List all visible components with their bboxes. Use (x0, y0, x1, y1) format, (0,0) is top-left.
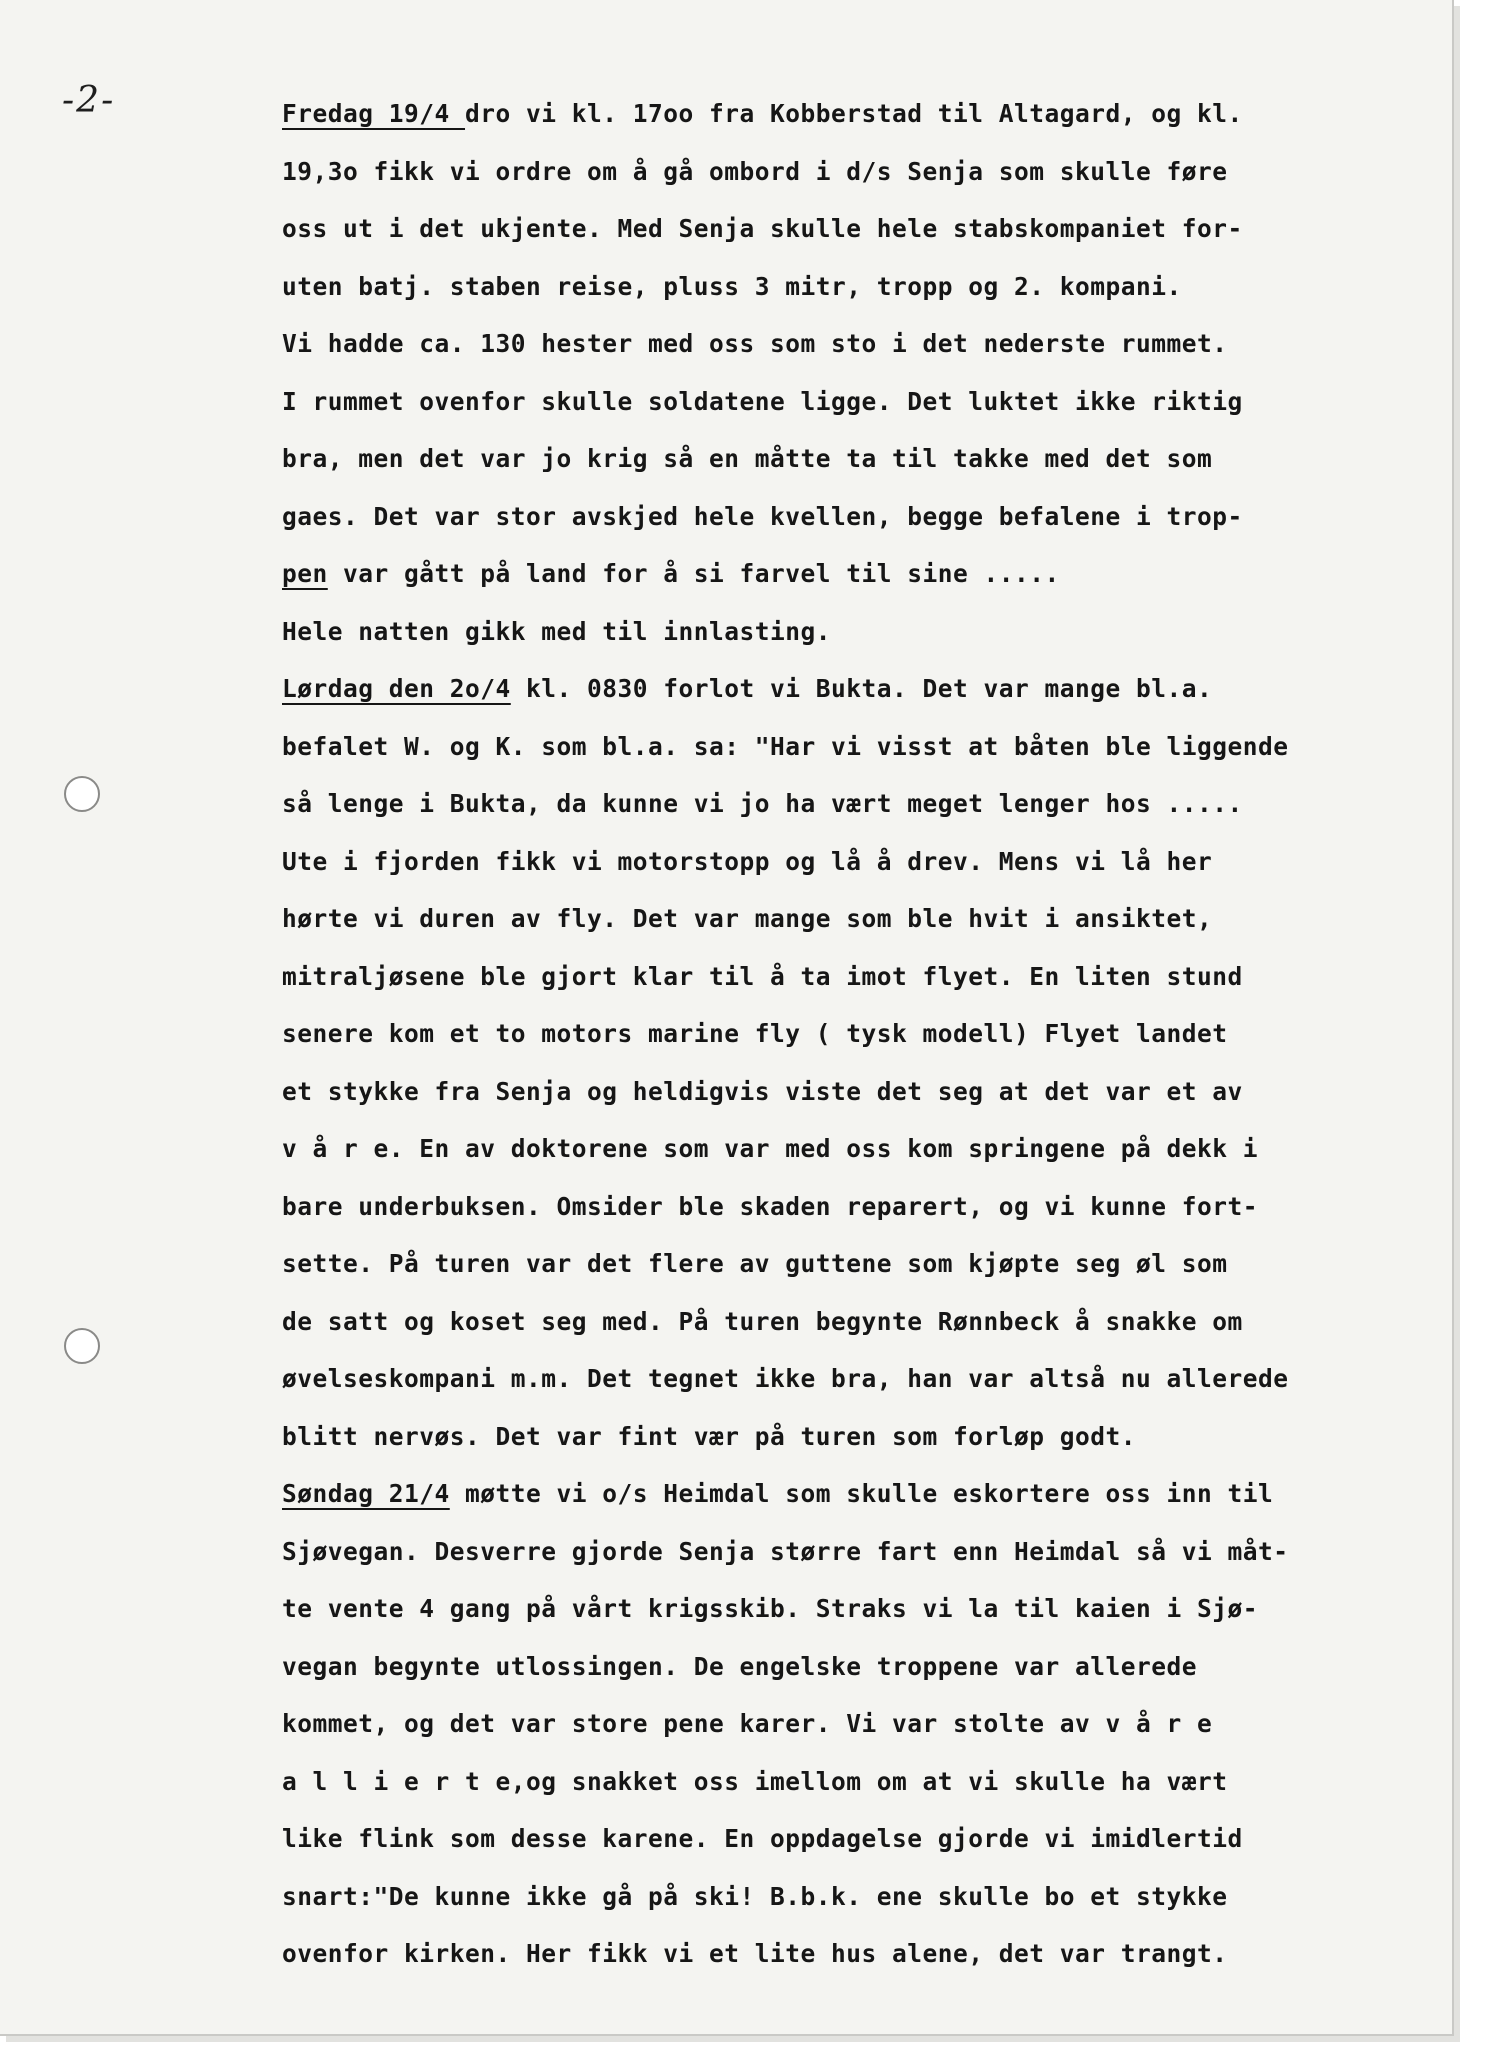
text-line (282, 1762, 1422, 1820)
line-text: mitraljøsene ble gjort klar til å ta imot flyet. En liten stund (282, 961, 1243, 991)
text-line (282, 1819, 1422, 1877)
text-line (282, 899, 1422, 957)
line-text: I rummet ovenfor skulle soldatene ligge. Det luktet ikke riktig (282, 386, 1243, 416)
underlined-word: pen (282, 559, 328, 588)
text-line (282, 1704, 1422, 1762)
text-line (282, 1302, 1422, 1360)
text-line (282, 1187, 1422, 1245)
text-line (282, 1934, 1422, 1992)
text-line (282, 267, 1422, 325)
text-line (282, 1877, 1422, 1935)
line-text: uten batj. staben reise, pluss 3 mitr, tropp og 2. kompani. (282, 271, 1182, 301)
line-text: snart:"De kunne ikke gå på ski! B.b.k. ene skulle bo et stykke (282, 1881, 1228, 1911)
text-line (282, 1589, 1422, 1647)
punch-hole (64, 776, 100, 812)
line-text: dro vi kl. 17oo fra Kobberstad til Altagard, og kl. (465, 99, 1243, 128)
line-text: møtte vi o/s Heimdal som skulle eskortere oss inn til (449, 1479, 1274, 1508)
text-line (282, 382, 1422, 440)
line-text: ovenfor kirken. Her fikk vi et lite hus alene, det var trangt. (282, 1939, 1228, 1968)
line-text: hørte vi duren av fly. Det var mange som ble hvit i ansiktet, (282, 904, 1213, 933)
punch-hole (64, 1328, 100, 1364)
line-text: kl. 0830 forlot vi Bukta. Det var mange bl.a. (510, 674, 1213, 703)
text-line (282, 1014, 1422, 1072)
line-text: et stykke fra Senja og heldigvis viste det seg at det var et av (282, 1076, 1243, 1106)
text-line (282, 94, 1422, 152)
line-text: te vente 4 gang på vårt krigsskib. Straks vi la til kaien i Sjø- (282, 1594, 1259, 1623)
text-line (282, 957, 1422, 1015)
line-text: 19,3o fikk vi ordre om å gå ombord i d/s Senja som skulle føre (282, 156, 1228, 186)
text-line (282, 1244, 1422, 1302)
line-text: Vi hadde ca. 130 hester med oss som sto i det nederste rummet. (282, 329, 1228, 358)
text-line (282, 1647, 1422, 1705)
text-line (282, 497, 1422, 555)
date-heading: Fredag 19/4 (282, 99, 466, 128)
body-text (282, 94, 1422, 1992)
line-text: så lenge i Bukta, da kunne vi jo ha vært meget lenger hos ..... (282, 789, 1243, 818)
text-line (282, 727, 1422, 785)
line-text: øvelseskompani m.m. Det tegnet ikke bra, han var altså nu allerede (282, 1364, 1289, 1393)
text-line (282, 209, 1422, 267)
text-line (282, 612, 1422, 670)
line-text: Hele natten gikk med til innlasting. (282, 616, 832, 646)
line-text: de satt og koset seg med. På turen begynte Rønnbeck å snakke om (282, 1306, 1243, 1336)
line-text: a l l i e r t e,og snakket oss imellom om at vi skulle ha vært (282, 1766, 1228, 1796)
page-number: -2- (62, 80, 116, 121)
date-heading: Lørdag den 2o/4 (282, 674, 511, 703)
line-text: sette. På turen var det flere av guttene som kjøpte seg øl som (282, 1249, 1228, 1278)
line-text: Ute i fjorden fikk vi motorstopp og lå å drev. Mens vi lå her (282, 846, 1213, 876)
line-text: v å r e. En av doktorene som var med oss kom springene på dekk i (282, 1134, 1259, 1163)
line-text: vegan begynte utlossingen. De engelske troppene var allerede (282, 1651, 1198, 1681)
text-line (282, 842, 1422, 900)
line-text: bra, men det var jo krig så en måtte ta til takke med det som (282, 444, 1213, 473)
text-line (282, 152, 1422, 210)
line-text: bare underbuksen. Omsider ble skaden reparert, og vi kunne fort- (282, 1191, 1259, 1221)
line-text: senere kom et to motors marine fly ( tysk modell) Flyet landet (282, 1019, 1228, 1048)
text-line (282, 1359, 1422, 1417)
text-line (282, 1532, 1422, 1590)
line-text: like flink som desse karene. En oppdagelse gjorde vi imidlertid (282, 1824, 1243, 1853)
line-text: blitt nervøs. Det var fint vær på turen som forløp godt. (282, 1421, 1137, 1451)
line-text: Sjøvegan. Desverre gjorde Senja større fart enn Heimdal så vi måt- (282, 1536, 1289, 1566)
text-line (282, 1474, 1422, 1532)
text-line (282, 784, 1422, 842)
text-line (282, 324, 1422, 382)
line-text: kommet, og det var store pene karer. Vi var stolte av v å r e (282, 1709, 1213, 1738)
text-line (282, 669, 1422, 727)
text-line (282, 554, 1422, 612)
text-line (282, 1417, 1422, 1475)
text-line (282, 1072, 1422, 1130)
date-heading: Søndag 21/4 (282, 1479, 450, 1508)
text-line (282, 439, 1422, 497)
line-text: var gått på land for å si farvel til sine ..... (327, 559, 1060, 588)
line-text: oss ut i det ukjente. Med Senja skulle hele stabskompaniet for- (282, 214, 1243, 243)
text-line (282, 1129, 1422, 1187)
line-text: gaes. Det var stor avskjed hele kvellen, begge befalene i trop- (282, 501, 1243, 531)
line-text: befalet W. og K. som bl.a. sa: "Har vi visst at båten ble liggende (282, 731, 1289, 761)
